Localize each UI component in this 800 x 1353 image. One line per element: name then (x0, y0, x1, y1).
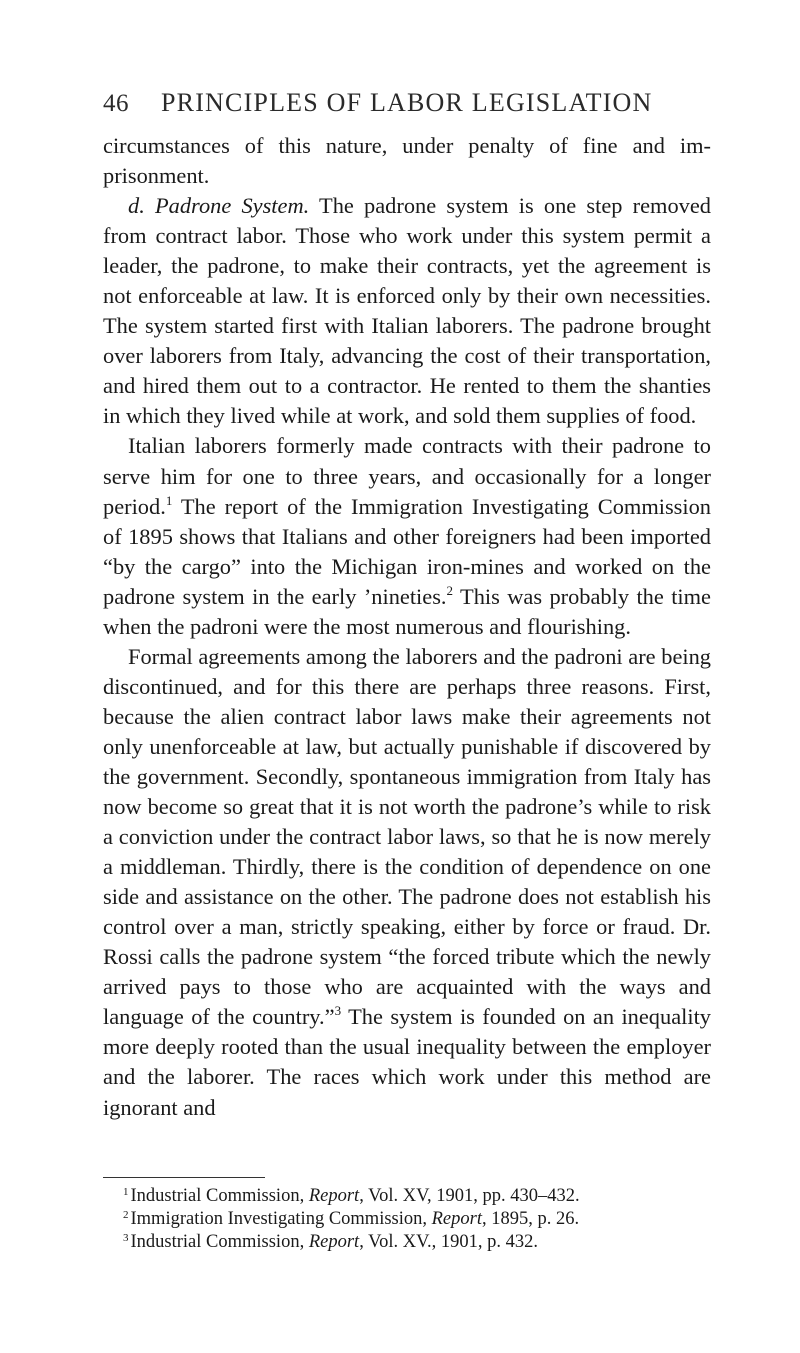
body-text (103, 131, 711, 1123)
footnote-number: 2 (123, 1208, 129, 1221)
section-label: d. Padrone System. (128, 193, 310, 219)
paragraph-text: The system is founded on an inequality more deeply rooted than the usual inequality between the employer and the laborer. The races which work under this method are ignorant and (103, 1004, 711, 1120)
running-title: PRINCIPLES OF LABOR LEGISLATION (161, 88, 653, 117)
paragraph-text: Italian laborers formerly made contracts with their padrone to serve him for one to three years, and occasionally for a longer period. (103, 433, 711, 519)
paragraph-text: This was probably the time when the padroni were the most numerous and flourishing. (103, 583, 711, 639)
paragraph-text: The report of the Immigration Investigating Commission of 1895 shows that Italians and other foreigners had been imported “by the cargo” into the Michigan iron-mines and worked on the padrone system in the early ’nineties. (103, 493, 711, 609)
footnote-italic: Report (431, 1208, 482, 1229)
footnote-ref[interactable]: 3 (334, 1003, 342, 1019)
footnotes (123, 1185, 713, 1253)
paragraph-text: circumstances of this nature, under penalty of fine and imprisonment. (103, 133, 711, 189)
running-head (103, 88, 703, 122)
paragraph-formal-agreements (103, 642, 711, 1123)
paragraph-continuation (103, 131, 711, 191)
paragraph-italian-laborers (103, 431, 711, 641)
footnote-text: , Vol. XV, 1901, pp. 430–432. (359, 1186, 580, 1206)
footnote-divider (103, 1177, 265, 1178)
footnote-number: 1 (123, 1186, 129, 1198)
footnote-italic: Report (308, 1231, 360, 1252)
footnote (123, 1185, 713, 1208)
footnote-text: , 1895, p. 26. (481, 1208, 580, 1229)
paragraph-padrone-system (103, 191, 711, 431)
footnote-ref[interactable]: 1 (165, 492, 173, 508)
footnote-text: , Vol. XV., 1901, p. 432. (359, 1231, 539, 1252)
footnote-italic: Report (308, 1186, 360, 1206)
paragraph-text: The padrone system is one step removed from contract labor. Those who work under this system permit a leader, the padrone, to make their contracts, yet the agreement is not enforceable at law. It is enforced only by their own necessities. The system started first with Italian laborers. The padrone brought over laborers from Italy, advancing the cost of their transportation, and hired them out to a contractor. He rented to them the shanties in which they lived while at work, and sold them supplies of food. (103, 193, 711, 429)
footnote-text: Industrial Commission, (130, 1231, 309, 1252)
footnote-number: 3 (123, 1231, 129, 1244)
footnote-text: Immigration Investigating Commission, (130, 1208, 432, 1229)
footnote (123, 1231, 713, 1254)
footnote-text: Industrial Commission, (130, 1186, 309, 1206)
paragraph-text: Formal agreements among the laborers and the padroni are being discontinued, and for this there are perhaps three reasons. First, because the alien contract labor laws make their agreements not only unenforceable at law, but actually punishable if discovered by the government. Secondly, spontaneous immigration from Italy has now become so great that it is not worth the padrone’s while to risk a conviction under the contract labor laws, so that he is now merely a middleman. Thirdly, there is the condition of dependence on one side and assistance on the other. The padrone does not establish his control over a man, strictly speaking, either by force or fraud. Dr. Rossi calls the padrone system “the forced tribute which the newly arrived pays to those who are acquainted with the ways and language of the country.” (103, 643, 711, 1030)
page-number: 46 (103, 90, 129, 117)
footnote-ref[interactable]: 2 (446, 582, 454, 598)
footnote (123, 1208, 713, 1231)
